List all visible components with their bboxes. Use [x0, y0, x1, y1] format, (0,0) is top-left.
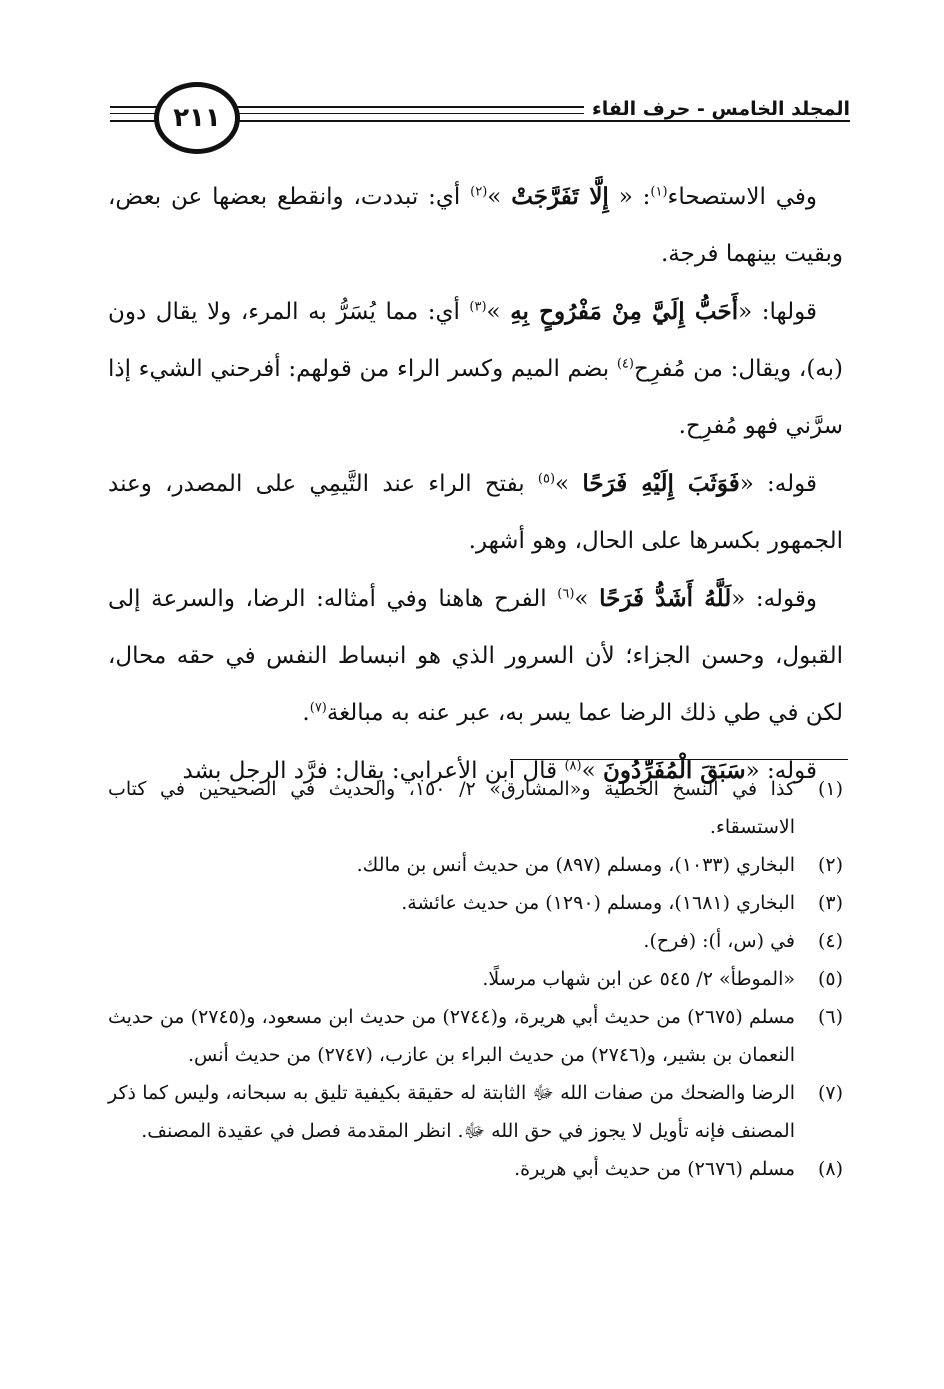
footnote-ref-1[interactable]: (١) [650, 184, 668, 200]
footnote [108, 922, 843, 960]
hadith-quote: فَوَثَبَ إِلَيْهِ فَرَحًا [582, 470, 740, 497]
hadith-quote: سَبَقَ الْمُفَرِّدُونَ [602, 757, 746, 784]
footnote [108, 960, 843, 998]
footnote-ref-7[interactable]: (٧) [309, 700, 327, 716]
footnote-text: مسلم (٢٦٧٥) من حديث أبي هريرة، و(٢٧٤٤) من حديث ابن مسعود، و(٢٧٤٥) من حديث النعمان بن بشير، و(٢٧٤٦) من حديث البراء بن عازب، (٢٧٤٧) من حديث أنس. [108, 1006, 796, 1066]
hadith-quote: إِلَّا تَفَرَّجَتْ [511, 183, 609, 210]
running-title: المجلد الخامس - حرف الفاء [584, 98, 850, 120]
paragraph-istishaa: وفي الاستصحاء$^{(١)}$: « إِلَّا تَفَرَّجَتْ »$^{(٢)}$ أي: تبددت، وانقطع بعضها عن بعض، وبقيت بينهما فرجة. [108, 183, 843, 267]
footnote-number: (٧) [817, 1082, 843, 1104]
footnote-text: في (س، أ): (فرح). [643, 930, 795, 952]
footnote [108, 1150, 843, 1188]
page-number: ٢١١ [173, 103, 221, 133]
footnote-number: (٣) [817, 892, 843, 914]
footnote-text: مسلم (٢٦٧٦) من حديث أبي هريرة. [514, 1158, 795, 1180]
paragraph-fawathaba: قوله: «فَوَثَبَ إِلَيْهِ فَرَحًا »$^{(٥)}$ بفتح الراء عند التَّيمِي على المصدر، وعند الجمهور بكسرها على الحال، وهو أشهر. [108, 470, 843, 554]
footnote-ref-8[interactable]: (٨) [564, 758, 582, 774]
footnote-text: البخاري (١٠٣٣)، ومسلم (٨٩٧) من حديث أنس بن مالك. [356, 854, 795, 876]
footnote [108, 998, 843, 1074]
paragraph-ashaddu-farahan: وقوله: «لَلَّهُ أَشَدُّ فَرَحًا »$^{(٦)}$ الفرح هاهنا وفي أمثاله: الرضا، والسرعة إلى القبول، وحسن الجزاء؛ لأن السرور الذي هو انبساط النفس في حقه محال، لكن في طي ذلك الرضا عما يسر به، عبر عنه به مبالغة$^{(٧)}$. [108, 585, 843, 726]
footnote-text: البخاري (١٦٨١)، ومسلم (١٢٩٠) من حديث عائشة. [401, 892, 795, 914]
footnote-ref-3[interactable]: (٣) [469, 299, 487, 315]
footnote-ref-2[interactable]: (٢) [470, 184, 488, 200]
footnote [108, 884, 843, 922]
page-header [110, 82, 850, 152]
footnote-separator [510, 759, 848, 760]
main-text [108, 168, 843, 800]
page-number-oval [154, 82, 240, 154]
footnotes [108, 770, 843, 1188]
footnote [108, 770, 843, 846]
footnote-ref-4[interactable]: (٤) [616, 356, 634, 372]
footnote-text: كذا في النسخ الخطية و«المشارق» ٢/ ١٥٠، والحديث في الصحيحين في كتاب الاستسقاء. [108, 778, 795, 838]
footnote-number: (٦) [817, 1006, 843, 1028]
footnote-text: «الموطأ» ٢/ ٥٤٥ عن ابن شهاب مرسلًا. [482, 968, 795, 990]
footnote-number: (٤) [817, 930, 843, 952]
paragraph-mafruh: قولها: «أَحَبُّ إِلَيَّ مِنْ مَفْرُوحٍ بِهِ »$^{(٣)}$ أي: مما يُسَرُّ به المرء، ولا يقال دون (به)، ويقال: من مُفرِح$^{(٤)}$ بضم الميم وكسر الراء من قولهم: أفرحني الشيء إذا سرَّني فهو مُفرِح. [108, 298, 843, 439]
footnote-number: (٢) [817, 854, 843, 876]
footnote-number: (٨) [817, 1158, 843, 1180]
hadith-quote: لَلَّهُ أَشَدُّ فَرَحًا [599, 585, 732, 612]
footnote-ref-6[interactable]: (٦) [557, 586, 575, 602]
footnote-ref-5[interactable]: (٥) [537, 471, 556, 487]
hadith-quote: أَحَبُّ إِلَيَّ مِنْ مَفْرُوحٍ بِهِ [510, 298, 739, 325]
footnote [108, 846, 843, 884]
paragraph-mufarridun: قوله: «سَبَقَ الْمُفَرِّدُونَ »$^{(٨)}$ قال ابن الأعرابي: يقال: فرَّد الرجل بشد [182, 757, 817, 784]
footnote [108, 1074, 843, 1150]
footnote-number: (١) [817, 778, 843, 800]
footnote-number: (٥) [817, 968, 843, 990]
footnote-text: الرضا والضحك من صفات الله ﷻ الثابتة له حقيقة بكيفية تليق به سبحانه، وليس كما ذكر المصنف فإنه تأويل لا يجوز في حق الله ﷻ. انظر المقدمة فصل في عقيدة المصنف. [108, 1082, 795, 1142]
